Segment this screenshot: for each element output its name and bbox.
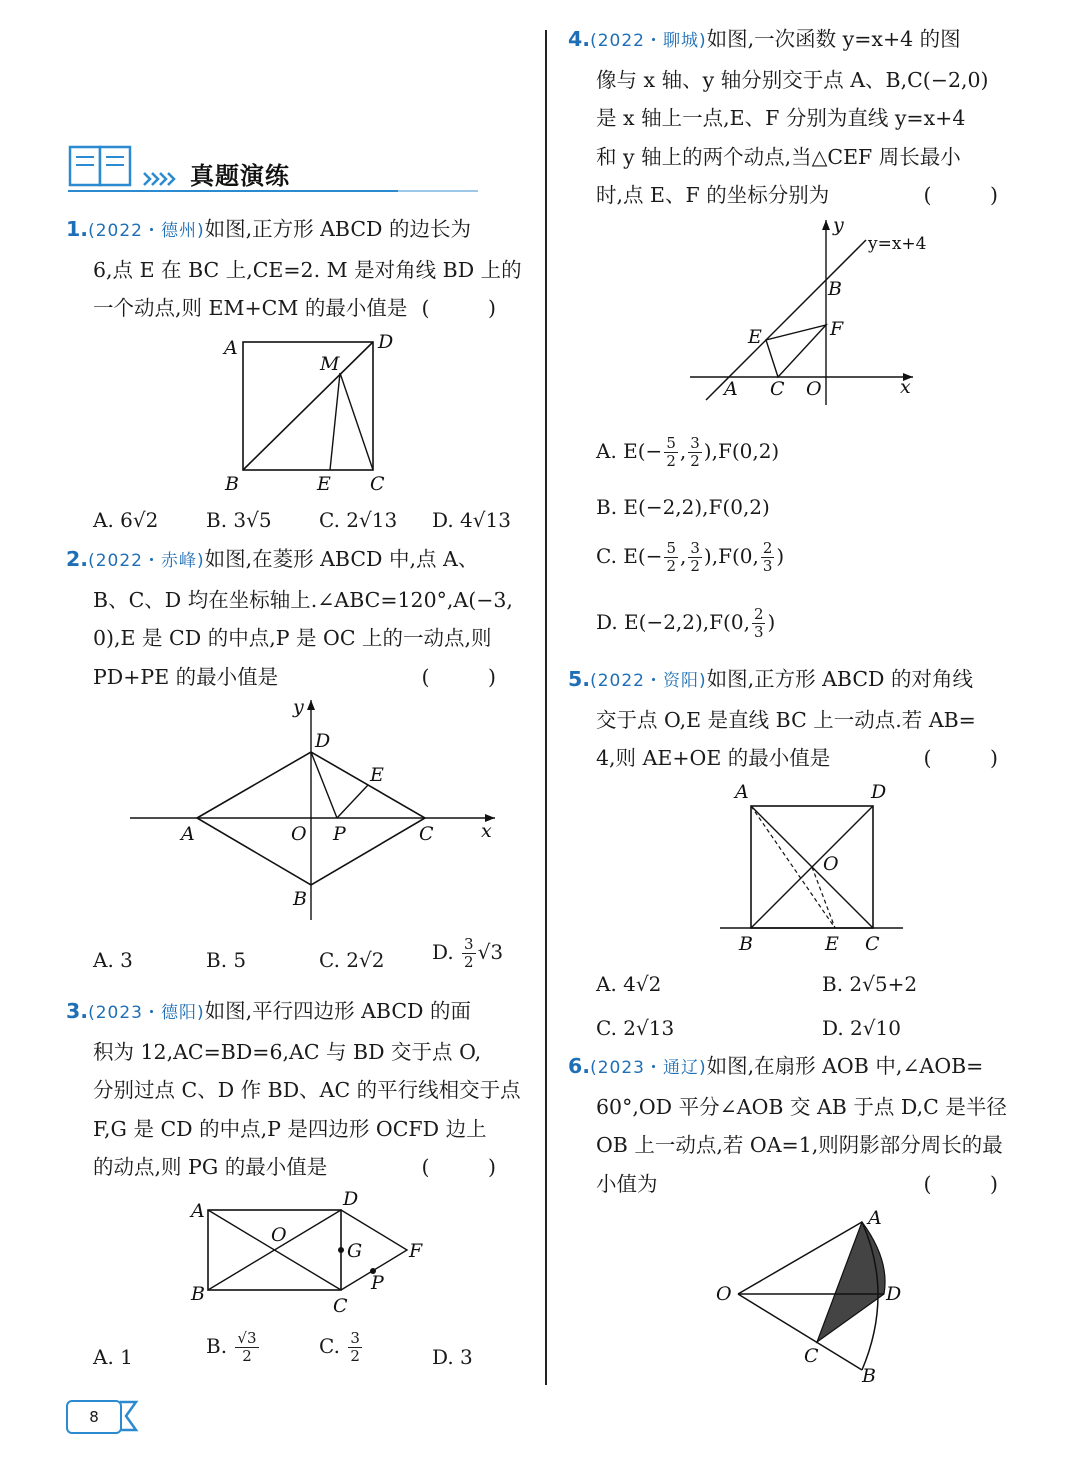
q5-answer-paren[interactable]: ( ) (923, 746, 1024, 770)
q5-option-d[interactable]: D. 2√10 (822, 1016, 901, 1040)
q2-line-3: 0),E 是 CD 的中点,P 是 OC 上的一动点,则 (93, 626, 492, 650)
q4-line-2: 像与 x 轴、y 轴分别交于点 A、B,C(−2,0) (596, 67, 989, 92)
q2-figure (125, 695, 505, 925)
q2-label-e: E (370, 764, 384, 786)
q1-option-d[interactable]: D. 4√13 (432, 508, 511, 532)
q4-option-d[interactable]: D. E(−2,2),F(0, $\frac{2}{3}$ ) (596, 605, 776, 641)
q3-number: 3. (66, 999, 89, 1023)
q2-label-d: D (315, 730, 331, 752)
q5-label-d: D (871, 781, 887, 803)
q3-line-5: 的动点,则 PG 的最小值是 (93, 1155, 328, 1179)
q1-label-m: M (320, 353, 340, 375)
q6-answer-paren[interactable]: ( ) (923, 1171, 1024, 1196)
q2-option-c[interactable]: C. 2√2 (319, 948, 385, 972)
q4-answer-paren[interactable]: ( ) (923, 183, 1024, 207)
q1-option-c[interactable]: C. 2√13 (319, 508, 398, 532)
q1-line-2: 6,点 E 在 BC 上,CE=2. M 是对角线 BD 上的 (93, 257, 522, 282)
q6-figure (712, 1200, 912, 1390)
page-number: 8 (66, 1400, 122, 1434)
q5-number: 5. (568, 667, 591, 691)
q1-label-d: D (378, 331, 394, 353)
q3-label-f: F (409, 1240, 423, 1262)
q4-line-5: 时,点 E、F 的坐标分别为 (596, 183, 830, 207)
q5-label-b: B (739, 933, 753, 955)
q2-label-x: x (481, 820, 492, 842)
q4-label-y: y (833, 215, 844, 236)
q3-option-c[interactable]: C. $\frac{3}{2}$ (319, 1329, 360, 1365)
q4-figure (688, 215, 948, 410)
q6-label-a: A (868, 1207, 882, 1229)
q5-label-o: O (823, 853, 839, 875)
q4-line-4: 和 y 轴上的两个动点,当△CEF 周长最小 (596, 144, 961, 169)
q3-option-a[interactable]: A. 1 (93, 1345, 133, 1369)
q5-option-a[interactable]: A. 4√2 (596, 972, 662, 996)
q1-label-b: B (225, 473, 239, 495)
q3-label-p: P (371, 1272, 384, 1294)
q6-line-3: OB 上一动点,若 OA=1,则阴影部分周长的最 (596, 1133, 1003, 1157)
q5-label-e: E (825, 933, 839, 955)
q4-source: (2022・聊城) (590, 31, 707, 51)
q2-label-y: y (293, 696, 304, 718)
question-4 (568, 20, 1030, 215)
q3-source: (2023・德阳) (88, 1003, 205, 1023)
q3-label-o: O (271, 1224, 287, 1246)
q2-label-c: C (419, 823, 434, 845)
q5-label-c: C (865, 933, 880, 955)
q2-option-a[interactable]: A. 3 (93, 948, 133, 972)
q3-option-b[interactable]: B. $\frac{√3}{2}$ (206, 1329, 257, 1365)
q3-label-a: A (191, 1200, 205, 1222)
q5-option-c[interactable]: C. 2√13 (596, 1016, 675, 1040)
q6-line-1: 如图,在扇形 AOB 中,∠AOB= (706, 1054, 984, 1078)
q4-option-a[interactable]: A. E(− $\frac{5}{2}$ , $\frac{3}{2}$ ),F(0,2) (596, 434, 780, 470)
q5-line-3: 4,则 AE+OE 的最小值是 (596, 746, 831, 770)
q3-option-d[interactable]: D. 3 (432, 1345, 473, 1369)
q2-source: (2022・赤峰) (88, 551, 205, 571)
q1-line-3: 一个动点,则 EM+CM 的最小值是 (93, 296, 408, 320)
q4-option-c[interactable]: C. E(− $\frac{5}{2}$ , $\frac{3}{2}$ ),F(0, $\frac{2}{3}$ ) (596, 539, 785, 575)
q1-number: 1. (66, 217, 89, 241)
q2-label-o: O (291, 823, 307, 845)
q2-label-p: P (333, 823, 346, 845)
q3-line-1: 如图,平行四边形 ABCD 的面 (204, 999, 472, 1023)
q4-label-a: A (724, 378, 738, 400)
q6-source: (2023・通辽) (590, 1058, 707, 1078)
q2-option-b[interactable]: B. 5 (206, 948, 247, 972)
q3-label-d: D (343, 1188, 359, 1210)
q2-line-4: PD+PE 的最小值是 (93, 664, 279, 689)
q4-label-c: C (770, 378, 785, 400)
q1-answer-paren[interactable]: ( ) (421, 296, 522, 320)
question-3 (66, 992, 528, 1187)
q4-line-1: 如图,一次函数 y=x+4 的图 (706, 27, 961, 51)
q1-label-a: A (224, 337, 238, 359)
q3-line-4: F,G 是 CD 的中点,P 是四边形 OCFD 边上 (93, 1116, 487, 1141)
q4-number: 4. (568, 27, 591, 51)
q6-line-2: 60°,OD 平分∠AOB 交 AB 于点 D,C 是半径 (596, 1094, 1007, 1119)
q5-option-b[interactable]: B. 2√5+2 (822, 972, 918, 996)
q3-line-2: 积为 12,AC=BD=6,AC 与 BD 交于点 O, (93, 1039, 482, 1064)
q3-label-g: G (347, 1240, 363, 1262)
q5-line-2: 交于点 O,E 是直线 BC 上一动点.若 AB= (596, 707, 976, 732)
q4-label-e: E (748, 326, 762, 348)
q3-figure (185, 1185, 435, 1320)
q5-source: (2022・资阳) (590, 671, 707, 691)
q2-line-1: 如图,在菱形 ABCD 中,点 A、 (204, 547, 479, 571)
q6-label-d: D (886, 1283, 902, 1305)
q5-label-a: A (735, 781, 749, 803)
q4-line-3: 是 x 轴上一点,E、F 分别为直线 y=x+4 (596, 106, 966, 130)
q4-label-o: O (806, 378, 822, 400)
q2-answer-paren[interactable]: ( ) (421, 664, 522, 689)
question-2 (66, 540, 528, 696)
q4-label-line: y=x+4 (868, 234, 927, 254)
question-5 (568, 660, 1030, 778)
q6-number: 6. (568, 1054, 591, 1078)
question-1 (66, 210, 528, 328)
q1-source: (2022・德州) (88, 221, 205, 241)
section-title: 真题演练 (190, 162, 290, 190)
column-divider (545, 30, 547, 1385)
q3-line-3: 分别过点 C、D 作 BD、AC 的平行线相交于点 (93, 1078, 521, 1102)
q4-label-f: F (830, 318, 844, 340)
q2-option-d[interactable]: D. $\frac{3}{2}$ √3 (432, 935, 504, 971)
q6-label-o: O (716, 1283, 732, 1305)
page-tab-icon (118, 1398, 140, 1434)
q3-label-b: B (191, 1283, 205, 1305)
q1-figure (210, 330, 410, 500)
q4-option-b[interactable]: B. E(−2,2),F(0,2) (596, 495, 770, 519)
q3-answer-paren[interactable]: ( ) (421, 1155, 522, 1179)
q4-label-b: B (828, 278, 842, 300)
q5-figure (715, 778, 915, 958)
q1-label-e: E (317, 473, 331, 495)
q1-option-a[interactable]: A. 6√2 (93, 508, 159, 532)
q2-label-a: A (181, 823, 195, 845)
q2-label-b: B (293, 888, 307, 910)
q2-line-2: B、C、D 均在坐标轴上.∠ABC=120°,A(−3, (93, 587, 513, 612)
q4-label-x: x (900, 376, 911, 398)
q3-label-c: C (333, 1295, 348, 1317)
q5-line-1: 如图,正方形 ABCD 的对角线 (706, 667, 974, 691)
q1-label-c: C (370, 473, 385, 495)
q1-option-b[interactable]: B. 3√5 (206, 508, 272, 532)
q6-label-c: C (804, 1345, 819, 1367)
q6-label-b: B (862, 1365, 876, 1387)
q6-line-4: 小值为 (596, 1171, 658, 1196)
question-6 (568, 1047, 1030, 1203)
q1-line-1: 如图,正方形 ABCD 的边长为 (204, 217, 472, 241)
q2-number: 2. (66, 547, 89, 571)
